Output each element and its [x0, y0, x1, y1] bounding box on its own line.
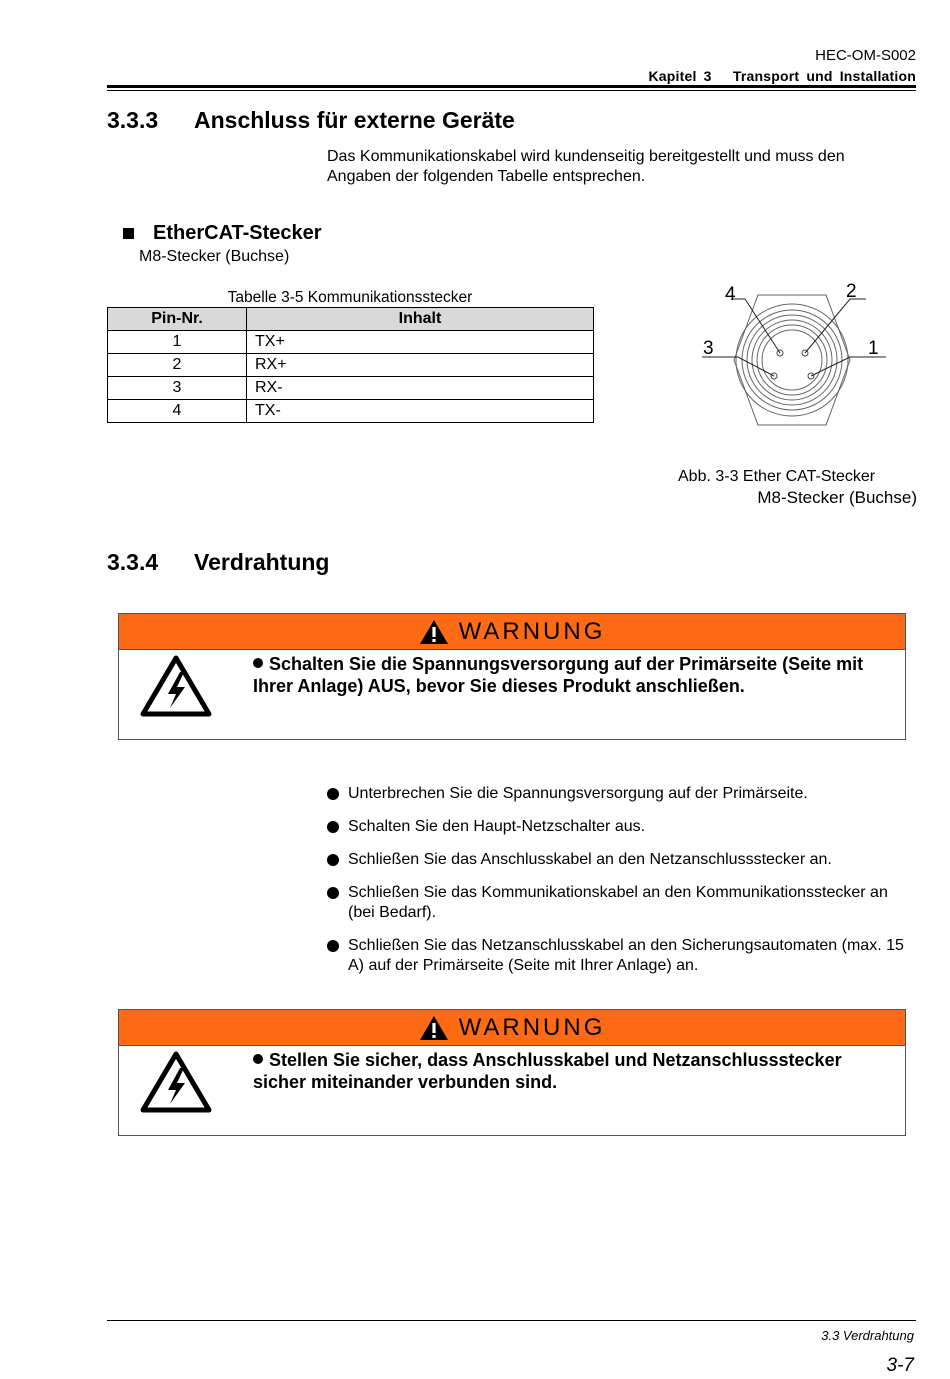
- pin-number-cell: 2: [108, 354, 247, 377]
- list-item: [327, 817, 917, 837]
- list-item: [327, 936, 917, 976]
- section-334-title: Verdrahtung: [194, 549, 330, 575]
- table-row: [108, 377, 594, 400]
- header-rule-thin: [107, 90, 916, 91]
- warning-message: Stellen Sie sicher, dass Anschlusskabel und Netzanschlussstecker sicher miteinander verbunden sind.: [253, 1050, 842, 1092]
- table-header-row: [108, 308, 594, 331]
- pin-content-cell: TX+: [247, 331, 594, 354]
- warning-message: Schalten Sie die Spannungsversorgung auf der Primärseite (Seite mit Ihrer Anlage) AUS, bevor Sie dieses Produkt anschließen.: [253, 654, 864, 696]
- warning-box-1: [118, 613, 906, 740]
- pin-number-cell: 4: [108, 400, 247, 423]
- pin-content-cell: TX-: [247, 400, 594, 423]
- section-333-intro: Das Kommunikationskabel wird kundenseitig bereitgestellt und muss den Angaben der folgenden Tabelle entsprechen.: [327, 148, 845, 185]
- leader-line-2: [805, 299, 866, 353]
- step-text: Schließen Sie das Kommunikationskabel an den Kommunikationsstecker an (bei Bedarf).: [348, 884, 888, 921]
- warning-header: [119, 614, 905, 650]
- pin-content-cell: RX-: [247, 377, 594, 400]
- figure-caption-line2: M8-Stecker (Buchse): [757, 488, 917, 507]
- pin-table: [107, 307, 594, 423]
- pin-number-cell: 1: [108, 331, 247, 354]
- pin-label-3: 3: [703, 338, 714, 359]
- wiring-steps-list: [327, 784, 917, 989]
- step-text: Schließen Sie das Anschlusskabel an den Netzanschlussstecker an.: [348, 851, 832, 868]
- page-number: 3-7: [886, 1355, 914, 1376]
- pin-content-cell: RX+: [247, 354, 594, 377]
- bullet-dot-icon: [327, 788, 339, 800]
- column-header-pin: Pin-Nr.: [108, 308, 247, 331]
- electric-shock-icon: [139, 1050, 213, 1114]
- list-item: [327, 784, 917, 804]
- warning-text: [253, 653, 893, 697]
- section-333-title: Anschluss für externe Geräte: [194, 107, 515, 133]
- warning-triangle-icon: [419, 1015, 449, 1041]
- square-bullet-icon: [123, 228, 134, 239]
- bullet-dot-icon: [253, 658, 263, 668]
- ethercat-subheading: M8-Stecker (Buchse): [139, 248, 290, 265]
- bullet-dot-icon: [327, 821, 339, 833]
- pin-number-cell: 3: [108, 377, 247, 400]
- table-row: [108, 400, 594, 423]
- document-id: HEC-OM-S002: [815, 47, 916, 64]
- bullet-dot-icon: [327, 854, 339, 866]
- warning-box-2: [118, 1009, 906, 1136]
- step-text: Schalten Sie den Haupt-Netzschalter aus.: [348, 818, 646, 835]
- warning-header: [119, 1010, 905, 1046]
- header-rule-thick: [107, 85, 916, 88]
- warning-triangle-icon: [419, 619, 449, 645]
- figure-caption-line1: Abb. 3-3 Ether CAT-Stecker: [678, 468, 876, 485]
- bullet-dot-icon: [253, 1054, 263, 1064]
- table-row: [108, 331, 594, 354]
- m8-connector-diagram: [690, 275, 910, 445]
- warning-label: WARNUNG: [458, 1013, 606, 1041]
- chapter-title: Kapitel 3 Transport und Installation: [648, 68, 916, 84]
- table-caption: Tabelle 3-5 Kommunikationsstecker: [227, 289, 473, 306]
- ethercat-heading: EtherCAT-Stecker: [153, 222, 322, 244]
- bullet-dot-icon: [327, 940, 339, 952]
- bullet-dot-icon: [327, 887, 339, 899]
- warning-text: [253, 1049, 883, 1093]
- section-333-heading: [107, 107, 515, 134]
- section-334-heading: [107, 549, 329, 576]
- list-item: [327, 850, 917, 870]
- pin-label-1: 1: [868, 338, 879, 359]
- section-334-number: 3.3.4: [107, 549, 159, 575]
- pin-label-4: 4: [725, 284, 736, 305]
- list-item: [327, 883, 917, 923]
- footer-section: 3.3 Verdrahtung: [821, 1328, 914, 1343]
- section-333-number: 3.3.3: [107, 107, 159, 133]
- step-text: Schließen Sie das Netzanschlusskabel an den Sicherungsautomaten (max. 15 A) auf der Primärseite (Seite mit Ihrer Anlage) an.: [348, 937, 904, 974]
- step-text: Unterbrechen Sie die Spannungsversorgung auf der Primärseite.: [348, 785, 808, 802]
- column-header-content: Inhalt: [247, 308, 594, 331]
- electric-shock-icon: [139, 654, 213, 718]
- warning-label: WARNUNG: [458, 617, 606, 645]
- table-row: [108, 354, 594, 377]
- pin-label-2: 2: [846, 281, 857, 302]
- footer-rule: [107, 1320, 916, 1321]
